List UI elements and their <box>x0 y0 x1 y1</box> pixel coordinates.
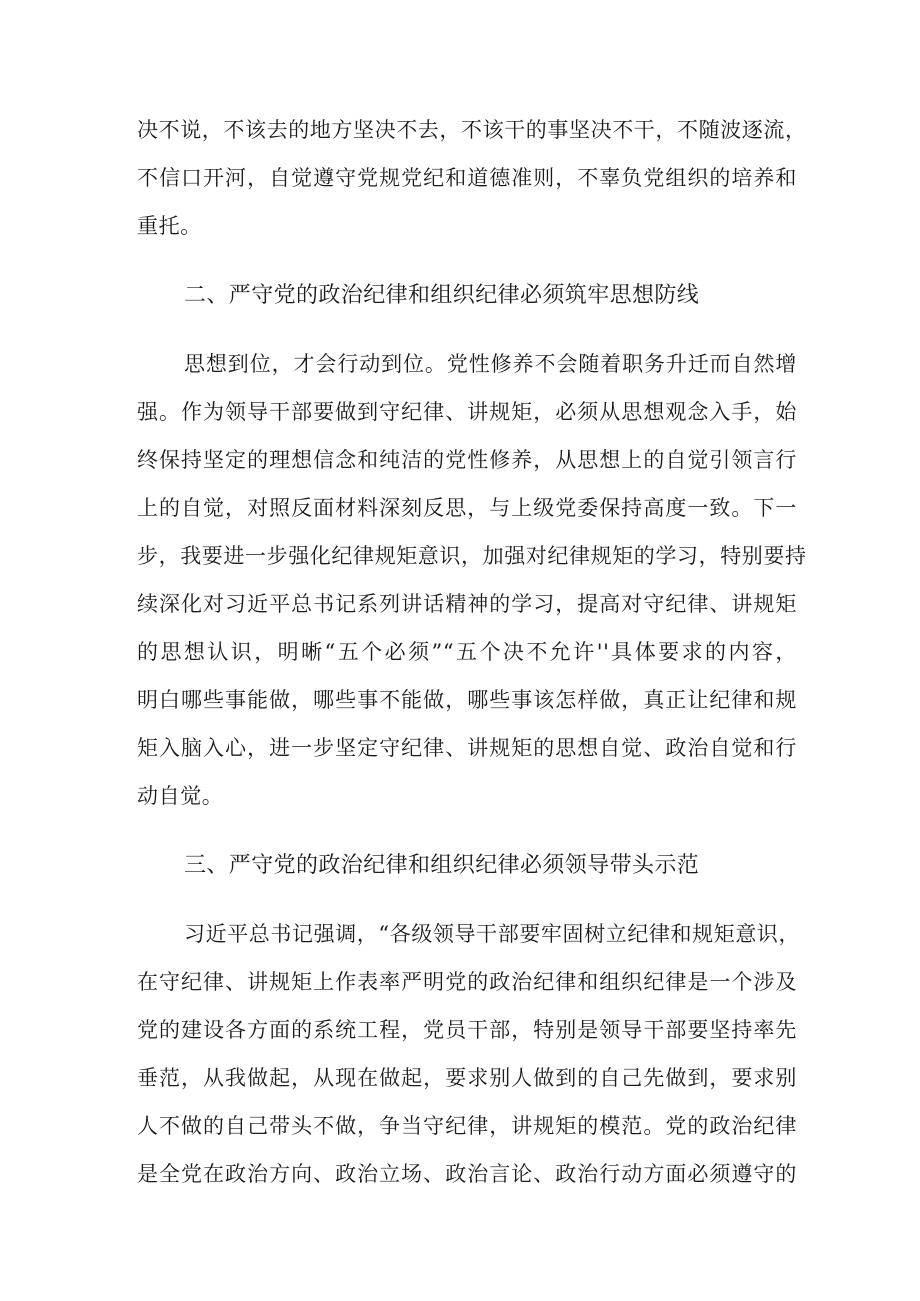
paragraph-line: 是全党在政治方向、政治立场、政治言论、政治行动方面必须遵守的 <box>137 1162 797 1186</box>
section-heading-2: 二、严守党的政治纪律和组织纪律必须筑牢思想防线 <box>184 283 700 308</box>
paragraph-line: 的思想认识，明晰“五个必须”“五个决不允许''具体要求的内容， <box>137 640 797 664</box>
paragraph-line: 终保持坚定的理想信念和纯洁的党性修养，从思想上的自觉引领言行 <box>137 448 797 472</box>
paragraph-line: 人不做的自己带头不做，争当守纪律，讲规矩的模范。党的政治纪律 <box>137 1114 797 1138</box>
paragraph-line: 明白哪些事能做，哪些事不能做，哪些事该怎样做，真正让纪律和规 <box>137 688 797 712</box>
paragraph-line: 动自觉。 <box>137 784 224 808</box>
paragraph-line: 矩入脑入心，进一步坚定守纪律、讲规矩的思想自觉、政治自觉和行 <box>137 736 797 760</box>
paragraph-line: 习近平总书记强调，“各级领导干部要牢固树立纪律和规矩意识， <box>184 922 801 946</box>
section-heading-3: 三、严守党的政治纪律和组织纪律必须领导带头示范 <box>184 853 700 878</box>
paragraph-line: 续深化对习近平总书记系列讲话精神的学习，提高对守纪律、讲规矩 <box>137 592 797 616</box>
paragraph-line: 党的建设各方面的系统工程，党员干部，特别是领导干部要坚持率先 <box>137 1018 797 1042</box>
paragraph-line: 垂范，从我做起，从现在做起，要求别人做到的自己先做到，要求别 <box>137 1066 797 1090</box>
paragraph-line: 思想到位，才会行动到位。党性修养不会随着职务升迁而自然增 <box>184 352 797 376</box>
paragraph-line: 重托。 <box>137 214 202 238</box>
paragraph-line: 上的自觉，对照反面材料深刻反思，与上级党委保持高度一致。下一 <box>137 496 797 520</box>
paragraph-line: 步，我要进一步强化纪律规矩意识，加强对纪律规矩的学习，特别要持 <box>137 544 807 568</box>
paragraph-line: 在守纪律、讲规矩上作表率严明党的政治纪律和组织纪律是一个涉及 <box>137 970 797 994</box>
paragraph-line: 强。作为领导干部要做到守纪律、讲规矩，必须从思想观念入手，始 <box>137 400 797 424</box>
paragraph-line: 不信口开河，自觉遵守党规党纪和道德准则，不辜负党组织的培养和 <box>137 166 797 190</box>
paragraph-line: 决不说，不该去的地方坚决不去，不该干的事坚决不干，不随波逐流， <box>137 118 807 142</box>
